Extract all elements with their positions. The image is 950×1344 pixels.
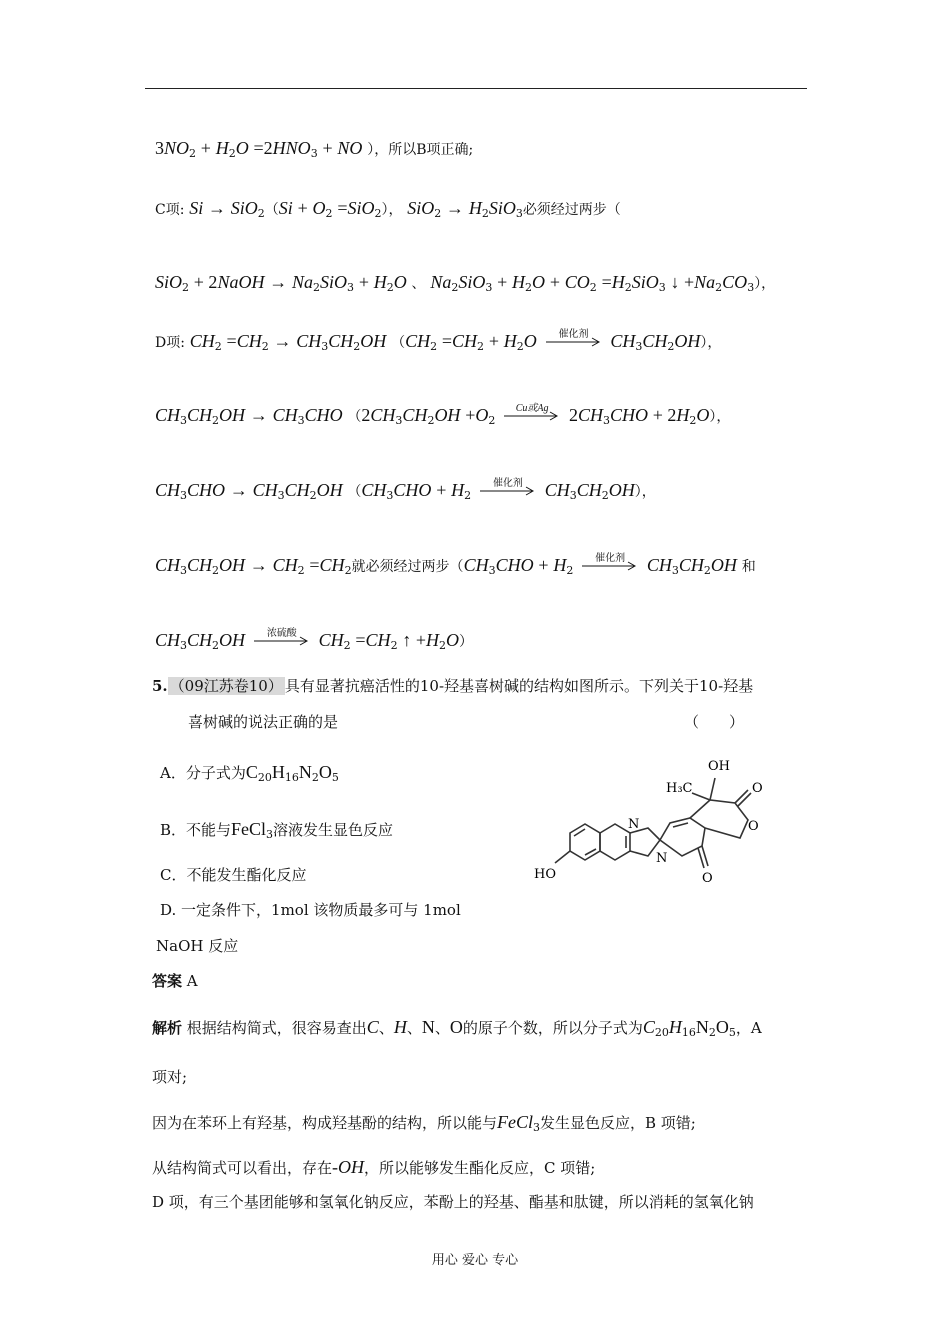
equation-line-d: D项: $CH_2 =CH_2 \to CH_3CH_2OH$ （$CH_2 =CH_2 + H_2O$ 催化剂 $CH_3CH_2OH$）， — [155, 329, 722, 353]
equation-line-7: $CH_3CH_2OH \to CH_2 =CH_2$就必须经过两步（$CH_3CHO + H_2$ 催化剂 $CH_3CH_2OH$ 和 — [155, 553, 756, 577]
option-a: A．分子式为$C_{20}H_{16}N_2O_5$ — [160, 762, 339, 784]
equation-line-6: $CH_3CHO \to CH_3CH_2OH$ （$CH_3CHO + H_2$ 催化剂 $CH_3CH_2OH$）， — [155, 478, 656, 502]
page-footer: 用心 爱心 专心 — [431, 1253, 519, 1268]
option-c: C．不能发生酯化反应 — [160, 866, 307, 884]
catalyst-arrow-2: 催化剂 — [480, 483, 536, 501]
d-label: D项: — [155, 335, 185, 351]
cu-ag-arrow: Cu或Ag — [504, 408, 560, 426]
c-tail: 必须经过两步（ — [522, 202, 621, 218]
amide-o-label: O — [702, 871, 713, 886]
equation-line-5: $CH_3CH_2OH \to CH_3CHO$ （$2CH_3CH_2OH +O_2$ Cu或Ag $2CH_3CHO + 2H_2O$）， — [155, 403, 731, 427]
equation-line-1: $3NO_2 + H_2O =2HNO_3$ + NO ），所以B项正确; — [155, 138, 474, 160]
header-rule — [145, 88, 807, 89]
analysis-line-4: 从结构简式可以看出，存在-OH，所以能够发生酯化反应，C 项错; — [152, 1157, 596, 1177]
ring-o-label: O — [748, 819, 759, 834]
analysis-line-3: 因为在苯环上有羟基，构成羟基酚的结构，所以能与FeCl$_3$发生显色反应，B 项错; — [152, 1112, 696, 1134]
analysis-line-2: 项对; — [152, 1068, 188, 1086]
answer-line: 答案 A — [152, 972, 198, 990]
option-d-2: NaOH 反应 — [156, 937, 239, 955]
equation-line-8: $CH_3CH_2OH$ 浓硫酸 $CH_2 =CH_2$ ↑ $+H_2O$） — [155, 628, 473, 652]
ho-label: HO — [534, 867, 556, 882]
line1-tail: ），所以B项正确; — [367, 142, 474, 158]
question-stem: 5. （09江苏卷10） 具有显著抗癌活性的10-羟基喜树碱的结构如图所示。下列关于10-羟基 — [152, 677, 754, 695]
answer-paren: （ ） — [684, 713, 745, 731]
camptothecin-structure — [530, 748, 820, 898]
option-d: D. 一定条件下，1mol 该物质最多可与 1mol — [160, 901, 461, 919]
conc-acid-arrow: 浓硫酸 — [254, 633, 310, 651]
methyl-label: H₃C — [666, 781, 693, 796]
n1-label: N — [628, 817, 640, 832]
n2-label: N — [656, 851, 668, 866]
c-label: C项: — [155, 202, 185, 218]
catalyst-arrow-3: 催化剂 — [582, 558, 638, 576]
carbonyl-o-label: O — [752, 781, 763, 796]
option-b: B．不能与FeCl$_3$溶液发生显色反应 — [160, 819, 394, 841]
analysis-line-5: D 项，有三个基团能够和氢氧化钠反应，苯酚上的羟基、酯基和肽键，所以消耗的氢氧化钠 — [152, 1193, 754, 1211]
oh-label: OH — [708, 759, 730, 774]
equation-line-3: SiO$_2$ + 2NaOH → $Na_2SiO_3 + H_2O$ 、 $Na_2SiO_3 + H_2O + CO_2 =H_2SiO_3$ ↓ $+Na_2CO_3$）， — [155, 272, 776, 294]
analysis-line-1: 解析 根据结构简式，很容易查出C、H、N、O的原子个数，所以分子式为$C_{20}H_{16}N_2O_5$，A — [152, 1017, 762, 1039]
question-source: （09江苏卷10） — [169, 677, 283, 695]
question-stem-2: 喜树碱的说法正确的是 — [188, 713, 339, 731]
equation-line-c: C项: $Si \to SiO_2(Si + O_2 =SiO_2)$， $SiO_2 \to H_2SiO_3$必须经过两步（ — [155, 198, 621, 220]
catalyst-arrow: 催化剂 — [546, 334, 602, 352]
